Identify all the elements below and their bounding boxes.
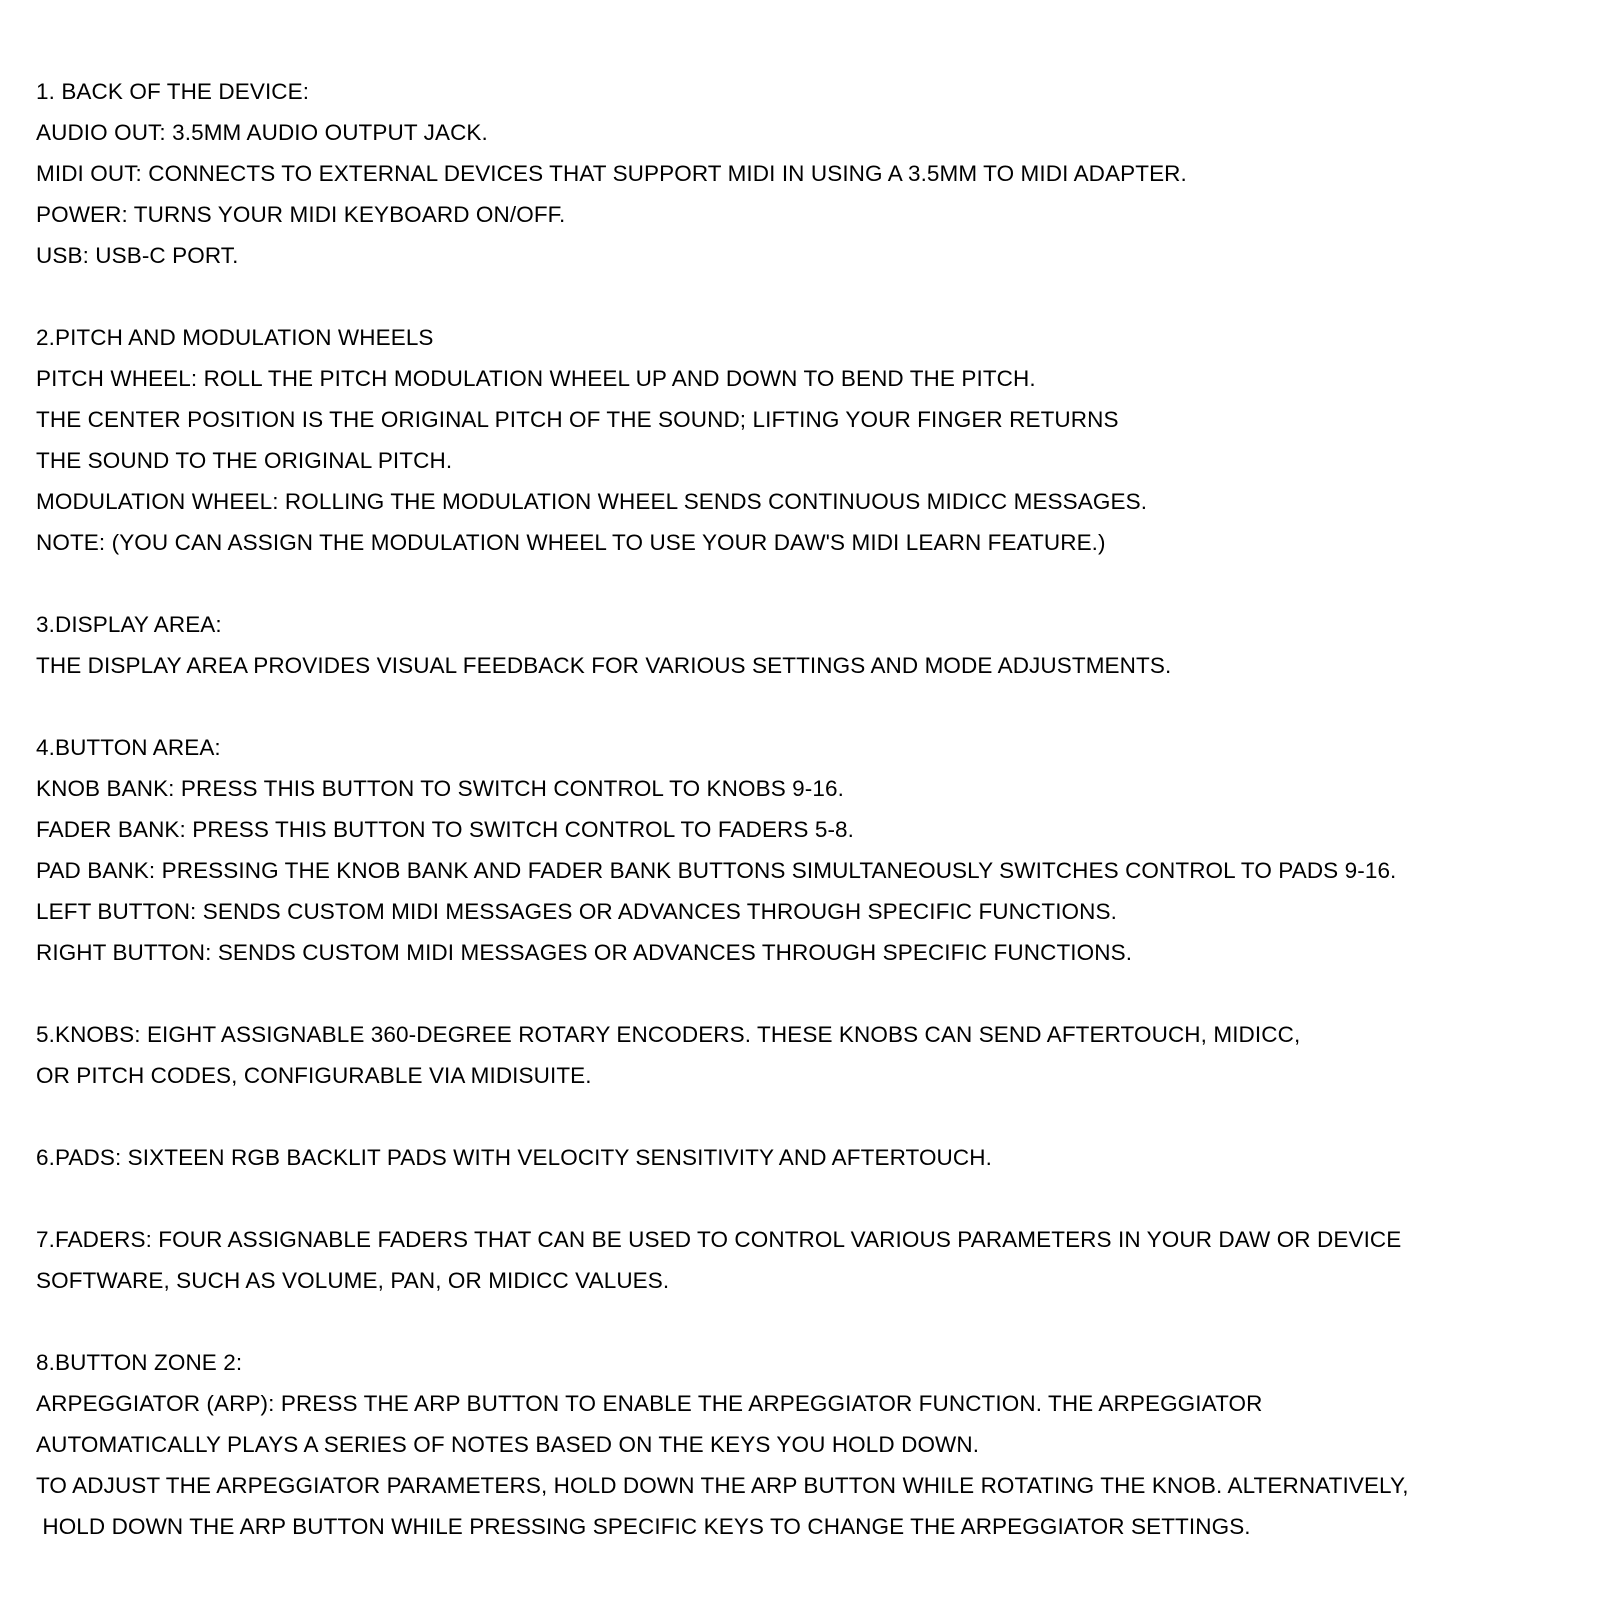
section-heading: 7.FADERS: FOUR ASSIGNABLE FADERS THAT CAN BE USED TO CONTROL VARIOUS PARAMETERS IN YOUR DAW OR DEVICE [36, 1227, 1402, 1252]
section-heading: 8.BUTTON ZONE 2: [36, 1350, 243, 1375]
section-button-zone-2 [36, 1342, 1576, 1547]
section-heading: 1. BACK OF THE DEVICE: [36, 79, 310, 104]
section-spacer [36, 276, 1576, 317]
section-line: HOLD DOWN THE ARP BUTTON WHILE PRESSING SPECIFIC KEYS TO CHANGE THE ARPEGGIATOR SETTINGS. [36, 1514, 1251, 1539]
manual-text-block [36, 71, 1576, 1547]
section-line: THE CENTER POSITION IS THE ORIGINAL PITCH OF THE SOUND; LIFTING YOUR FINGER RETURNS [36, 407, 1119, 432]
section-heading: 5.KNOBS: EIGHT ASSIGNABLE 360-DEGREE ROTARY ENCODERS. THESE KNOBS CAN SEND AFTERTOUCH, MIDICC, [36, 1022, 1301, 1047]
section-faders [36, 1219, 1576, 1301]
section-line: THE DISPLAY AREA PROVIDES VISUAL FEEDBACK FOR VARIOUS SETTINGS AND MODE ADJUSTMENTS. [36, 653, 1172, 678]
section-line: AUTOMATICALLY PLAYS A SERIES OF NOTES BASED ON THE KEYS YOU HOLD DOWN. [36, 1432, 980, 1457]
section-line: FADER BANK: PRESS THIS BUTTON TO SWITCH CONTROL TO FADERS 5-8. [36, 817, 855, 842]
section-display-area [36, 604, 1576, 686]
section-line: THE SOUND TO THE ORIGINAL PITCH. [36, 448, 453, 473]
section-line: ARPEGGIATOR (ARP): PRESS THE ARP BUTTON TO ENABLE THE ARPEGGIATOR FUNCTION. THE ARPEGGIATOR [36, 1391, 1263, 1416]
section-heading: 3.DISPLAY AREA: [36, 612, 222, 637]
section-spacer [36, 1096, 1576, 1137]
section-line: LEFT BUTTON: SENDS CUSTOM MIDI MESSAGES OR ADVANCES THROUGH SPECIFIC FUNCTIONS. [36, 899, 1117, 924]
section-back-of-device [36, 71, 1576, 276]
section-line: PITCH WHEEL: ROLL THE PITCH MODULATION WHEEL UP AND DOWN TO BEND THE PITCH. [36, 366, 1036, 391]
section-line: PAD BANK: PRESSING THE KNOB BANK AND FADER BANK BUTTONS SIMULTANEOUSLY SWITCHES CONTROL TO PADS 9-16. [36, 858, 1397, 883]
section-line: SOFTWARE, SUCH AS VOLUME, PAN, OR MIDICC VALUES. [36, 1268, 670, 1293]
section-spacer [36, 563, 1576, 604]
section-spacer [36, 686, 1576, 727]
section-line: NOTE: (YOU CAN ASSIGN THE MODULATION WHEEL TO USE YOUR DAW'S MIDI LEARN FEATURE.) [36, 530, 1106, 555]
section-button-area [36, 727, 1576, 973]
section-line: AUDIO OUT: 3.5MM AUDIO OUTPUT JACK. [36, 120, 488, 145]
section-line: RIGHT BUTTON: SENDS CUSTOM MIDI MESSAGES OR ADVANCES THROUGH SPECIFIC FUNCTIONS. [36, 940, 1133, 965]
section-heading: 4.BUTTON AREA: [36, 735, 221, 760]
section-line: MODULATION WHEEL: ROLLING THE MODULATION WHEEL SENDS CONTINUOUS MIDICC MESSAGES. [36, 489, 1148, 514]
section-knobs [36, 1014, 1576, 1096]
section-pitch-modulation-wheels [36, 317, 1576, 563]
section-pads [36, 1137, 1576, 1178]
section-line: USB: USB-C PORT. [36, 243, 239, 268]
section-heading: 6.PADS: SIXTEEN RGB BACKLIT PADS WITH VELOCITY SENSITIVITY AND AFTERTOUCH. [36, 1145, 992, 1170]
section-spacer [36, 973, 1576, 1014]
section-line: MIDI OUT: CONNECTS TO EXTERNAL DEVICES THAT SUPPORT MIDI IN USING A 3.5MM TO MIDI ADAPTER. [36, 161, 1187, 186]
section-spacer [36, 1301, 1576, 1342]
section-heading: 2.PITCH AND MODULATION WHEELS [36, 325, 434, 350]
section-spacer [36, 1178, 1576, 1219]
section-line: KNOB BANK: PRESS THIS BUTTON TO SWITCH CONTROL TO KNOBS 9-16. [36, 776, 844, 801]
section-line: OR PITCH CODES, CONFIGURABLE VIA MIDISUITE. [36, 1063, 592, 1088]
section-line: POWER: TURNS YOUR MIDI KEYBOARD ON/OFF. [36, 202, 566, 227]
section-line: TO ADJUST THE ARPEGGIATOR PARAMETERS, HOLD DOWN THE ARP BUTTON WHILE ROTATING THE KNOB. ALTERNATIVELY, [36, 1473, 1409, 1498]
